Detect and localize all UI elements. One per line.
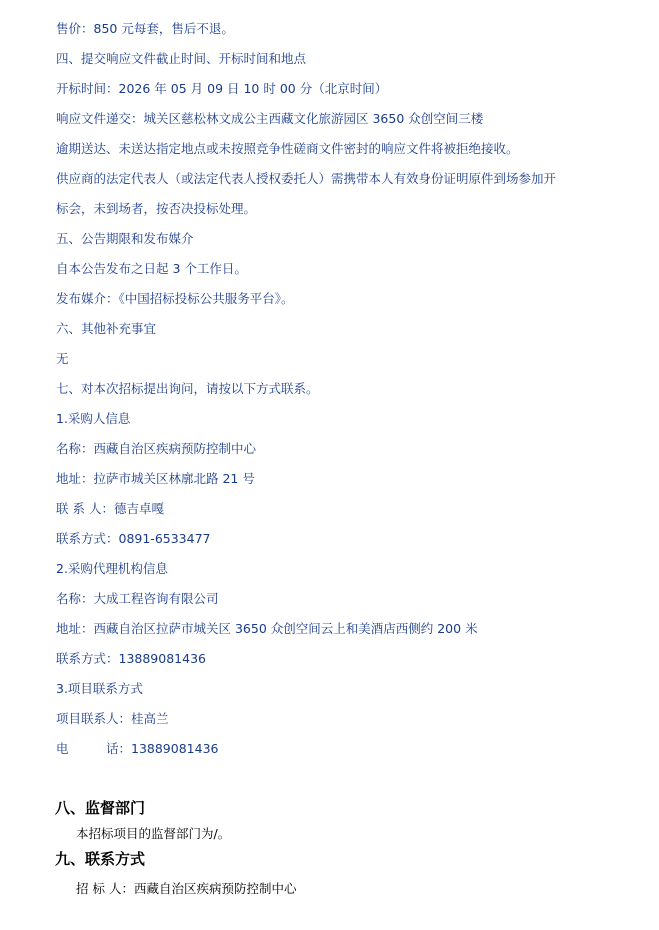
- purchaser-info-title: 1.采购人信息: [56, 411, 131, 426]
- agency-info-title: 2.采购代理机构信息: [56, 561, 168, 576]
- section-8-heading: 八、监督部门: [55, 799, 146, 817]
- attendance-requirement: 供应商的法定代表人（或法定代表人授权委托人）需携带本人有效身份证明原件到场参加开: [56, 171, 557, 186]
- project-contact-person: 项目联系人：桂高兰: [56, 711, 169, 726]
- section-7-title: 七、对本次招标提出询问，请按以下方式联系。: [56, 381, 319, 396]
- section-8-body: 本招标项目的监督部门为/。: [76, 826, 231, 841]
- notice-period: 自本公告发布之日起 3 个工作日。: [56, 261, 247, 276]
- section-9-heading: 九、联系方式: [55, 850, 146, 868]
- section-5-title: 五、公告期限和发布媒介: [56, 231, 194, 246]
- late-submission-note: 逾期送达、未送达指定地点或未按照竞争性磋商文件密封的响应文件将被拒绝接收。: [56, 141, 519, 156]
- purchaser-name: 名称：西藏自治区疾病预防控制中心: [56, 441, 257, 456]
- agency-address: 地址：西藏自治区拉萨市城关区 3650 众创空间云上和美酒店西侧约 200 米: [56, 621, 478, 636]
- attendance-requirement-cont: 标会，未到场者，按否决投标处理。: [56, 201, 257, 216]
- purchaser-phone: 联系方式：0891-6533477: [56, 531, 211, 546]
- submission-location: 响应文件递交：城关区慈松林文成公主西藏文化旅游园区 3650 众创空间三楼: [56, 111, 484, 126]
- purchaser-contact: 联 系 人：德吉卓嘎: [56, 501, 164, 516]
- price-line: 售价：850 元每套，售后不退。: [56, 21, 234, 36]
- purchaser-address: 地址：拉萨市城关区林廓北路 21 号: [56, 471, 255, 486]
- bid-opening-time: 开标时间：2026 年 05 月 09 日 10 时 00 分（北京时间）: [56, 81, 388, 96]
- section-6-body: 无: [56, 351, 69, 366]
- project-contact-phone: 电 话：13889081436: [56, 741, 219, 756]
- section-9-body: 招 标 人：西藏自治区疾病预防控制中心: [76, 881, 297, 896]
- publishing-media: 发布媒介：《中国招标投标公共服务平台》。: [56, 291, 294, 306]
- section-4-title: 四、提交响应文件截止时间、开标时间和地点: [56, 51, 307, 66]
- agency-name: 名称：大成工程咨询有限公司: [56, 591, 219, 606]
- section-6-title: 六、其他补充事宜: [56, 321, 157, 336]
- agency-phone: 联系方式：13889081436: [56, 651, 206, 666]
- project-contact-title: 3.项目联系方式: [56, 681, 143, 696]
